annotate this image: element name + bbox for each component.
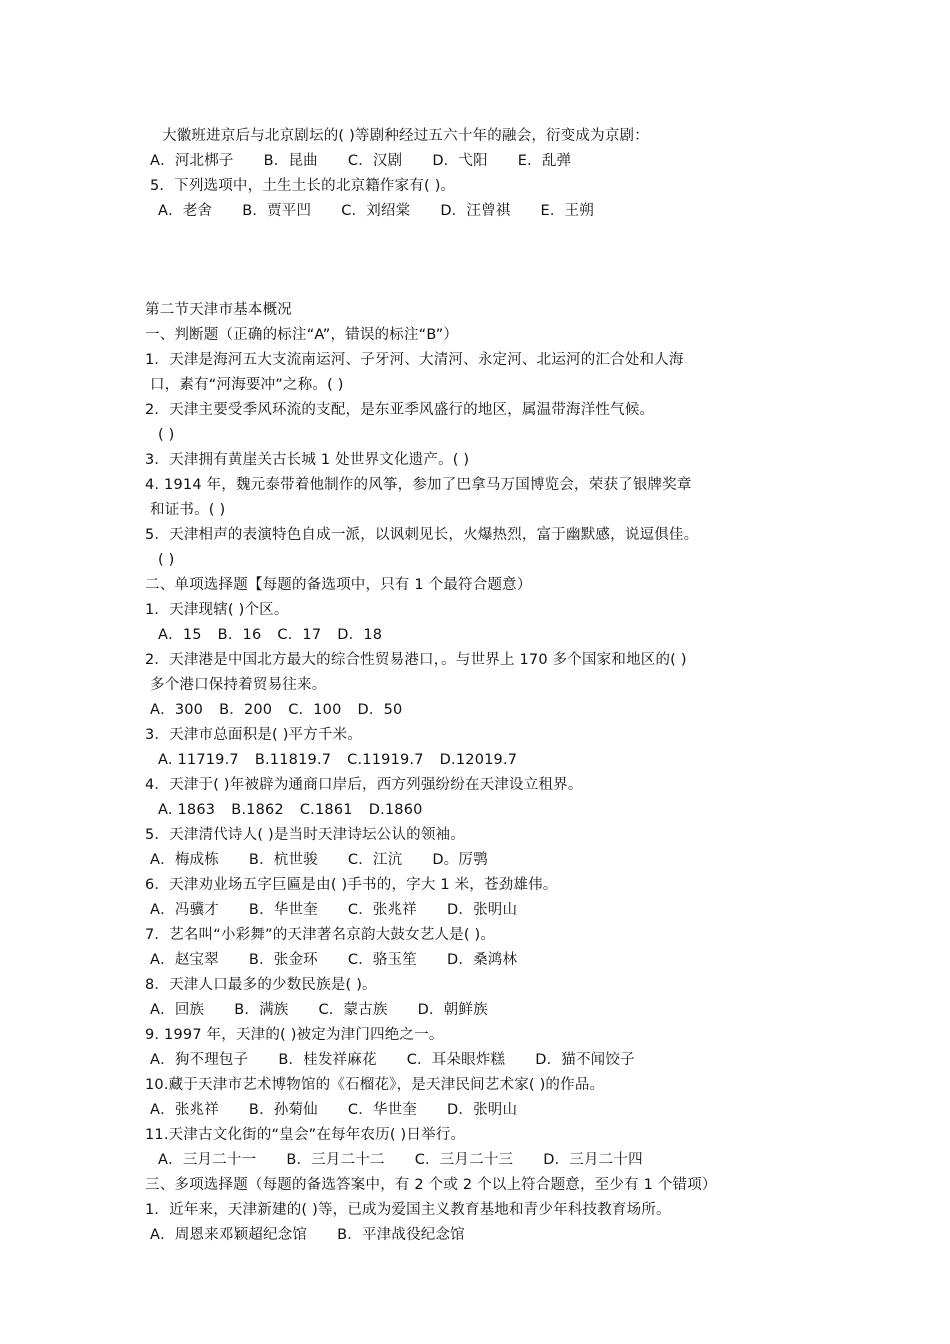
- true-false-header: 一、判断题（正确的标注“A”，错误的标注“B”）: [145, 327, 459, 343]
- option: C.1861: [299, 802, 353, 818]
- option: B．华世奎: [248, 902, 318, 918]
- mc-question-1: 1．近年来，天津新建的( )等，已成为爱国主义教育基地和青少年科技教育场所。: [145, 1202, 671, 1218]
- sc-question-2-options: [0, 698, 950, 723]
- sc-question-5: 5．天津清代诗人( )是当时天津诗坛公认的领袖。: [145, 827, 465, 843]
- tf-question-4-cont: 和证书。( ): [150, 502, 226, 518]
- option: A．赵宝翠: [150, 952, 219, 968]
- tf-question-3: 3．天津拥有黄崖关古长城 1 处世界文化遗产。( ): [145, 452, 470, 468]
- question-5: 5．下列选项中，土生土长的北京籍作家有( )。: [150, 178, 456, 194]
- option: B．平津战役纪念馆: [337, 1227, 465, 1243]
- option: B.1862: [231, 802, 284, 818]
- sc-question-5-options: [0, 848, 950, 873]
- option: C．100: [288, 702, 342, 718]
- tf-question-5-cont: ( ): [158, 552, 175, 568]
- option: D。厉鹗: [432, 852, 488, 868]
- tf-question-2-cont: ( ): [158, 427, 175, 443]
- option: B．贾平凹: [242, 203, 312, 219]
- option: A. 11719.7: [158, 752, 239, 768]
- option: B．满族: [234, 1002, 289, 1018]
- option: C.11919.7: [347, 752, 424, 768]
- option: C．三月二十三: [414, 1152, 514, 1168]
- option: A．回族: [150, 1002, 205, 1018]
- single-choice-header: 二、单项选择题【每题的备选项中，只有 1 个最符合题意）: [145, 577, 532, 593]
- tf-question-5: 5．天津相声的表演特色自成一派，以讽刺见长，火爆热烈，富于幽默感，说逗俱佳。: [145, 527, 699, 543]
- tf-question-1-cont: 口，素有“河海要冲”之称。( ): [150, 377, 344, 393]
- question-tail: 大徽班进京后与北京剧坛的( )等剧种经过五六十年的融会，衍变成为京剧：: [162, 128, 649, 144]
- option: C．江沆: [347, 852, 403, 868]
- option: D．猫不闻饺子: [535, 1052, 635, 1068]
- option: A．老舍: [158, 203, 213, 219]
- option: C．汉剧: [347, 153, 403, 169]
- sc-question-9-options: [0, 1048, 950, 1073]
- option: B．昆曲: [263, 153, 318, 169]
- tf-question-4: 4. 1914 年，魏元泰带着他制作的风筝，参加了巴拿马万国博览会，荣获了银牌奖章: [145, 477, 692, 493]
- option: C．骆玉笙: [347, 952, 417, 968]
- option: E．乱弹: [517, 153, 572, 169]
- option: E．王朔: [540, 203, 594, 219]
- option: D．桑鸿林: [447, 952, 518, 968]
- option: B．孙菊仙: [248, 1102, 318, 1118]
- sc-question-11: 11.天津古文化街的“皇会”在每年农历( )日举行。: [145, 1127, 466, 1143]
- sc-question-7: 7．艺名叫“小彩舞”的天津著名京韵大鼓女艺人是( )。: [145, 927, 496, 943]
- sc-question-8: 8．天津人口最多的少数民族是( )。: [145, 977, 377, 993]
- sc-question-4-options: [0, 798, 950, 823]
- option: B．张金环: [248, 952, 318, 968]
- sc-question-1: 1．天津现辖( )个区。: [145, 602, 289, 618]
- sc-question-6-options: [0, 898, 950, 923]
- sc-question-10-options: [0, 1098, 950, 1123]
- option: D．50: [357, 702, 403, 718]
- option: B．桂发祥麻花: [278, 1052, 377, 1068]
- option: B．杭世骏: [248, 852, 318, 868]
- option: A．张兆祥: [150, 1102, 219, 1118]
- option: C．蒙古族: [318, 1002, 388, 1018]
- sc-question-4: 4．天津于( )年被辟为通商口岸后，西方列强纷纷在天津设立租界。: [145, 777, 583, 793]
- option: D．18: [337, 627, 383, 643]
- sc-question-10: 10.藏于天津市艺术博物馆的《石榴花》，是天津民间艺术家( )的作品。: [145, 1077, 605, 1093]
- section-title: 第二节天津市基本概况: [145, 302, 292, 318]
- sc-question-3: 3．天津市总面积是( )平方千米。: [145, 727, 363, 743]
- multiple-choice-header: 三、多项选择题（每题的备选答案中，有 2 个或 2 个以上符合题意，至少有 1 个错项）: [145, 1177, 717, 1193]
- option: A．河北梆子: [150, 153, 234, 169]
- option: A．三月二十一: [158, 1152, 257, 1168]
- option: D．弋阳: [432, 153, 488, 169]
- document-content: [0, 124, 950, 1248]
- option: D．汪曾祺: [440, 203, 511, 219]
- sc-question-1-options: [0, 623, 950, 648]
- option: C．华世奎: [347, 1102, 417, 1118]
- option: D．张明山: [447, 1102, 518, 1118]
- option: B.11819.7: [254, 752, 332, 768]
- option: D.12019.7: [439, 752, 518, 768]
- question-5-options: [0, 199, 950, 224]
- sc-question-7-options: [0, 948, 950, 973]
- option: B．三月二十二: [286, 1152, 385, 1168]
- question-tail-options: [0, 149, 950, 174]
- option: C．张兆祥: [347, 902, 417, 918]
- section-gap: [0, 224, 950, 298]
- option: D．张明山: [447, 902, 518, 918]
- option: A．15: [158, 627, 202, 643]
- option: C．刘绍棠: [341, 203, 411, 219]
- option: A．冯骥才: [150, 902, 219, 918]
- sc-question-2: 2．天津港是中国北方最大的综合性贸易港口，。与世界上 170 多个国家和地区的( ): [145, 652, 687, 668]
- sc-question-9: 9. 1997 年，天津的( )被定为津门四绝之一。: [145, 1027, 444, 1043]
- option: A．梅成栋: [150, 852, 219, 868]
- tf-question-2: 2．天津主要受季风环流的支配，是东亚季风盛行的地区，属温带海洋性气候。: [145, 402, 655, 418]
- option: B．16: [217, 627, 262, 643]
- option: A．300: [150, 702, 204, 718]
- sc-question-3-options: [0, 748, 950, 773]
- option: A．周恩来邓颖超纪念馆: [150, 1227, 308, 1243]
- option: D.1860: [368, 802, 423, 818]
- option: C．17: [277, 627, 322, 643]
- option: B．200: [219, 702, 273, 718]
- sc-question-2-cont: 多个港口保持着贸易往来。: [150, 677, 327, 693]
- sc-question-11-options: [0, 1148, 950, 1173]
- mc-question-1-options: [0, 1223, 950, 1248]
- sc-question-8-options: [0, 998, 950, 1023]
- tf-question-1: 1．天津是海河五大支流南运河、子牙河、大清河、永定河、北运河的汇合处和人海: [145, 352, 684, 368]
- option: A．狗不理包子: [150, 1052, 249, 1068]
- option: D．朝鲜族: [417, 1002, 488, 1018]
- option: A. 1863: [158, 802, 216, 818]
- option: D．三月二十四: [543, 1152, 643, 1168]
- option: C．耳朵眼炸糕: [406, 1052, 506, 1068]
- sc-question-6: 6．天津劝业场五字巨匾是由( )手书的，字大 1 米，苍劲雄伟。: [145, 877, 558, 893]
